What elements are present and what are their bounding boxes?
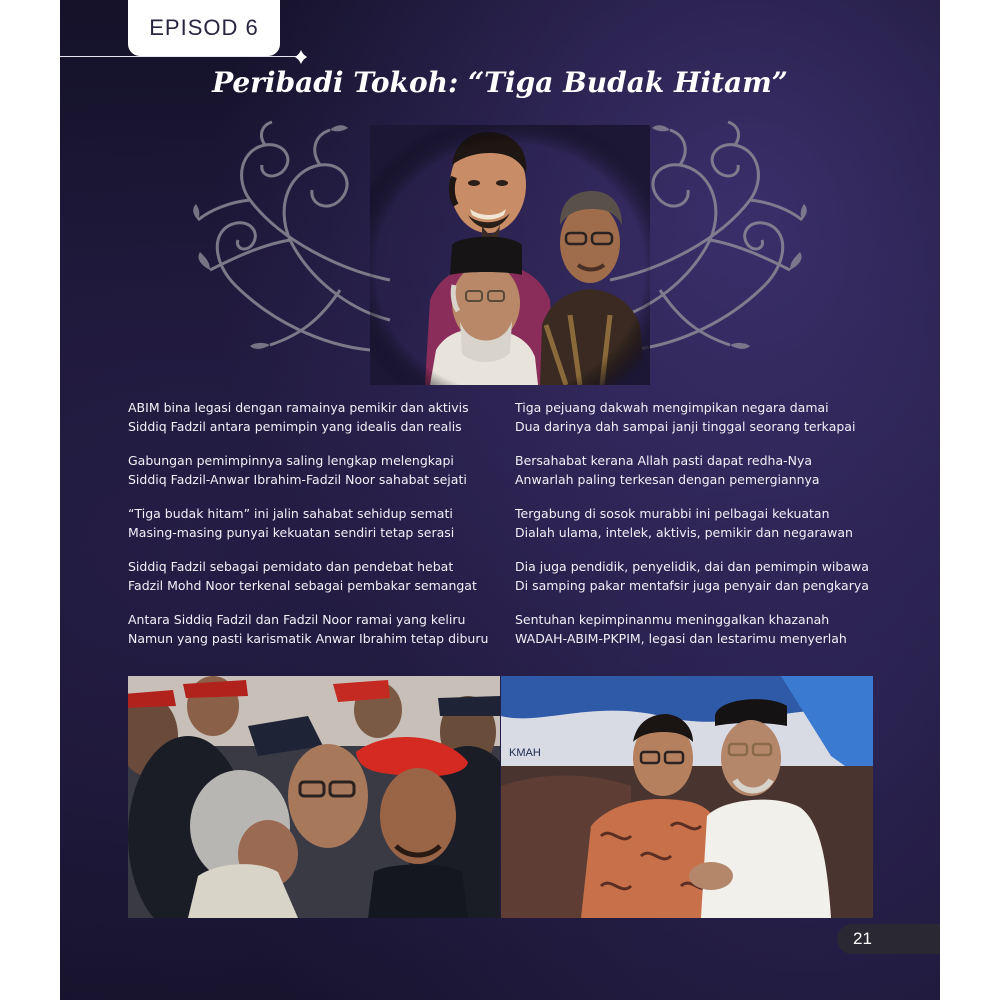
lyric-line: Dua darinya dah sampai janji tinggal seorang terkapai (515, 419, 856, 434)
stanza (128, 398, 508, 436)
lyric-line: Fadzil Mohd Noor terkenal sebagai pembakar semangat (128, 578, 477, 593)
lyric-line: Sentuhan kepimpinanmu meninggalkan khazanah (515, 612, 830, 627)
stanza (128, 557, 508, 595)
lyric-line: Masing-masing punyai kekuatan sendiri tetap serasi (128, 525, 455, 540)
lyric-line: Dia juga pendidik, penyelidik, dai dan pemimpin wibawa (515, 559, 869, 574)
lyric-line: Bersahabat kerana Allah pasti dapat redha-Nya (515, 453, 813, 468)
stanza (128, 451, 508, 489)
page-number: 21 (837, 924, 940, 954)
lyric-line: “Tiga budak hitam” ini jalin sahabat sehidup semati (128, 506, 453, 521)
portrait-group (370, 125, 650, 385)
lyric-line: Siddiq Fadzil-Anwar Ibrahim-Fadzil Noor sahabat sejati (128, 472, 467, 487)
lyric-line: Namun yang pasti karismatik Anwar Ibrahim tetap diburu (128, 631, 489, 646)
episode-label: EPISOD 6 (149, 15, 259, 40)
lyric-line: Anwarlah paling terkesan dengan pemergiannya (515, 472, 820, 487)
lyric-line: WADAH-ABIM-PKPIM, legasi dan lestarimu menyerlah (515, 631, 847, 646)
lyrics-column-left (128, 398, 508, 663)
stanza (515, 398, 895, 436)
lyric-line: Siddiq Fadzil antara pemimpin yang idealis dan realis (128, 419, 462, 434)
stanza (128, 610, 508, 648)
lyric-line: Tiga pejuang dakwah mengimpikan negara damai (515, 400, 829, 415)
lyric-line: Siddiq Fadzil sebagai pemidato dan pendebat hebat (128, 559, 454, 574)
page-title: Peribadi Tokoh: “Tiga Budak Hitam” (212, 66, 788, 99)
stanza (128, 504, 508, 542)
photo-meeting (501, 676, 873, 918)
banner-text: KMAH (509, 747, 541, 759)
tab-divider (60, 56, 300, 57)
lyric-line: ABIM bina legasi dengan ramainya pemikir dan aktivis (128, 400, 469, 415)
stanza (515, 557, 895, 595)
lyric-line: Dialah ulama, intelek, aktivis, pemikir dan negarawan (515, 525, 853, 540)
stanza (515, 610, 895, 648)
lyrics-column-right (515, 398, 895, 663)
episode-tab (128, 0, 280, 56)
lyric-line: Gabungan pemimpinnya saling lengkap melengkapi (128, 453, 454, 468)
magazine-page (60, 0, 940, 1000)
stanza (515, 504, 895, 542)
photo-crowd (128, 676, 500, 918)
lyric-line: Antara Siddiq Fadzil dan Fadzil Noor ramai yang keliru (128, 612, 466, 627)
lyric-line: Di samping pakar mentafsir juga penyair dan pengkarya (515, 578, 869, 593)
stanza (515, 451, 895, 489)
lyric-line: Tergabung di sosok murabbi ini pelbagai kekuatan (515, 506, 830, 521)
flourish-icon (292, 49, 310, 65)
